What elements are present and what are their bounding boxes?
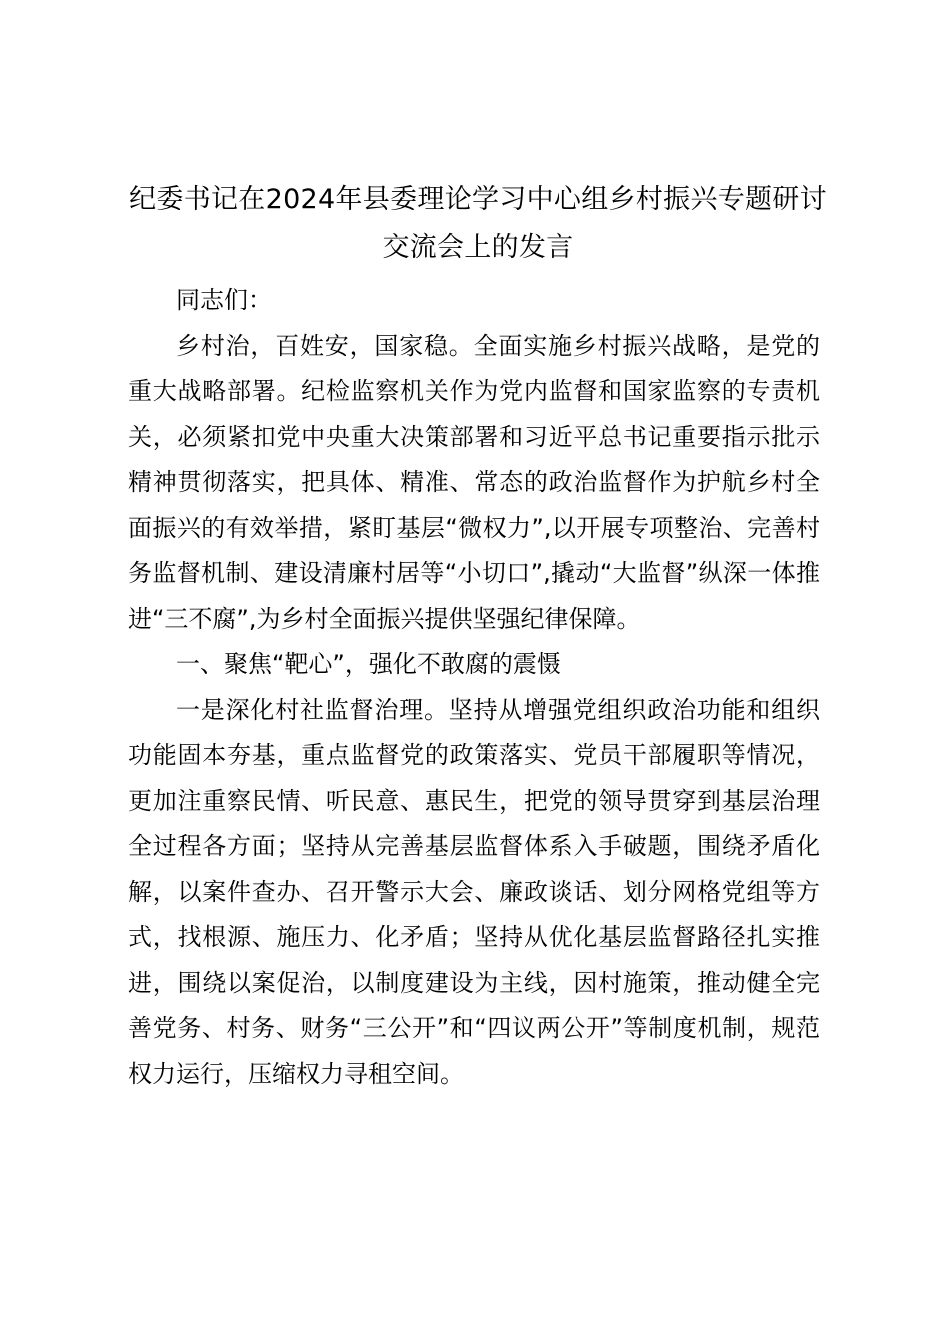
section-heading-1: 一、聚焦“靶心”，强化不敢腐的震慑	[176, 650, 561, 678]
salutation: 同志们：	[176, 286, 272, 314]
document-title: 纪委书记在2024年县委理论学习中心组乡村振兴专题研讨交流会上的发言	[129, 184, 827, 263]
document-body	[128, 278, 820, 1097]
paragraph-1: 一是深化村社监督治理。坚持从增强党组织政治功能和组织功能固本夯基，重点监督党的政策落实、党员干部履职等情况，更加注重察民情、听民意、惠民生，把党的领导贯穿到基层治理全过程各方面；坚持从完善基层监督体系入手破题，围绕矛盾化解，以案件查办、召开警示大会、廉政谈话、划分网格党组等方式，找根源、施压力、化矛盾；坚持从优化基层监督路径扎实推进，围绕以案促治，以制度建设为主线，因村施策，推动健全完善党务、村务、财务“三公开”和“四议两公开”等制度机制，规范权力运行，压缩权力寻租空间。	[128, 695, 820, 1088]
paragraph-intro: 乡村治，百姓安，国家稳。全面实施乡村振兴战略，是党的重大战略部署。纪检监察机关作为党内监督和国家监察的专责机关，必须紧扣党中央重大决策部署和习近平总书记重要指示批示精神贯彻落实，把具体、精准、常态的政治监督作为护航乡村全面振兴的有效举措，紧盯基层“微权力”,以开展专项整治、完善村务监督机制、建设清廉村居等“小切口”,撬动“大监督”纵深一体推进“三不腐”,为乡村全面振兴提供坚强纪律保障。	[128, 331, 820, 633]
